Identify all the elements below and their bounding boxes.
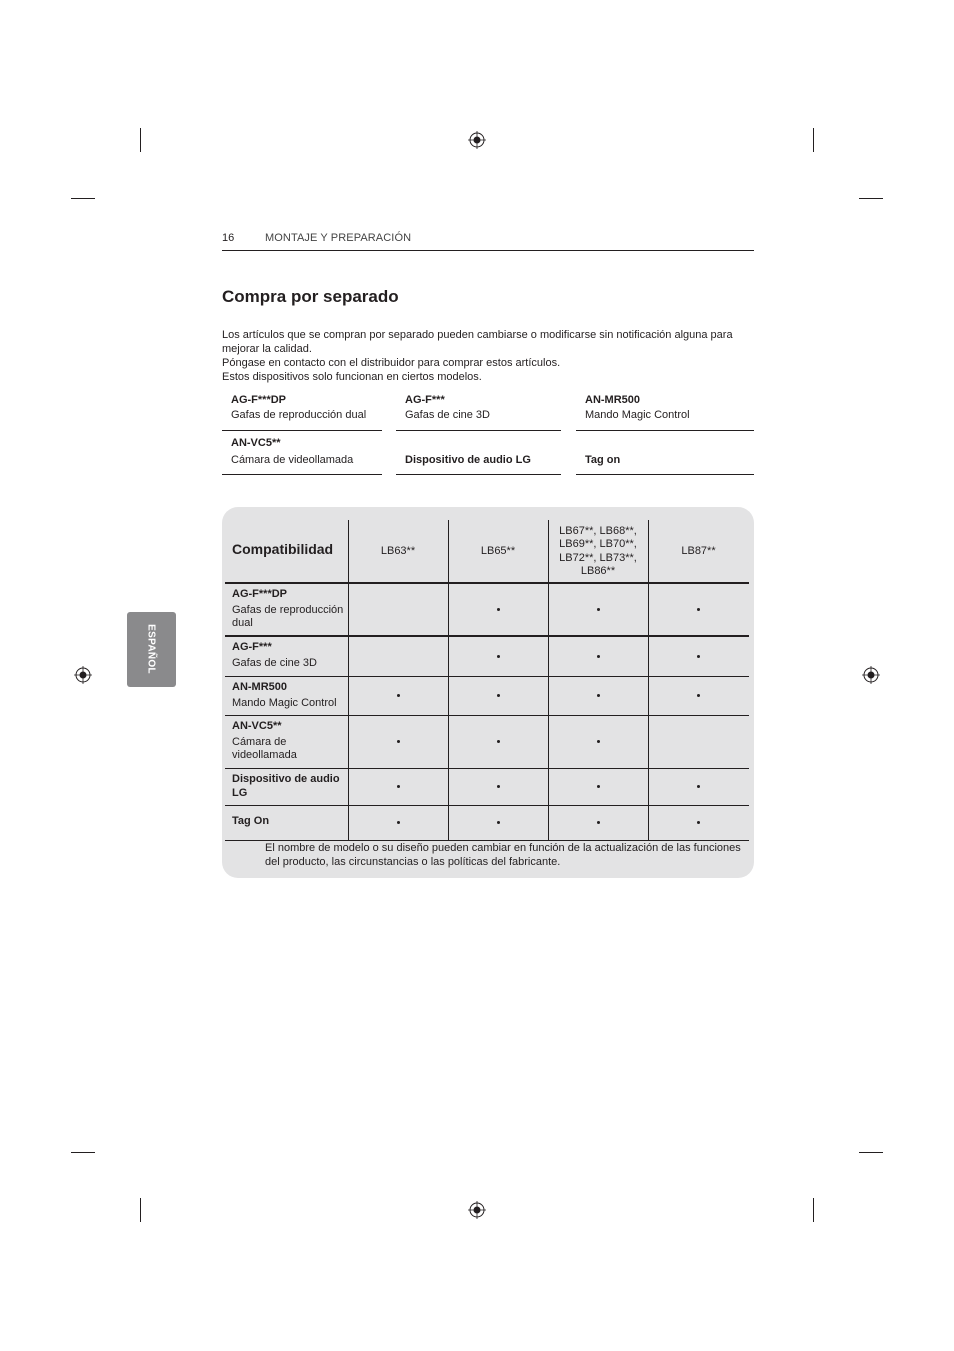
support-dot (697, 785, 700, 788)
row-label (232, 720, 344, 763)
accessory-desc: Gafas de cine 3D (405, 409, 490, 421)
accessory-code: AN-VC5** (231, 437, 281, 449)
language-tab-label: ESPAÑOL (145, 624, 157, 674)
support-dot (697, 694, 700, 697)
support-dot (597, 608, 600, 611)
crop-mark (859, 198, 883, 199)
support-dot (597, 785, 600, 788)
registration-mark-icon (468, 131, 486, 149)
crop-mark (813, 1198, 814, 1222)
registration-mark-icon (74, 666, 92, 684)
header-rule (222, 250, 754, 251)
row-desc: Gafas de cine 3D (232, 656, 317, 669)
column-header: LB65** (480, 544, 516, 557)
compatibility-panel (222, 507, 754, 878)
support-dot (597, 821, 600, 824)
row-code: Dispositivo de audio LG (232, 773, 340, 799)
compat-heading: Compatibilidad (232, 541, 334, 557)
row-code: Tag On (232, 815, 270, 827)
language-tab (127, 612, 176, 687)
crop-mark (140, 128, 141, 152)
support-dot (697, 655, 700, 658)
registration-mark-icon (468, 1201, 486, 1219)
support-dot (497, 821, 500, 824)
accessory-code: AN-MR500 (585, 394, 641, 406)
crop-mark (813, 128, 814, 152)
accessory-item (576, 437, 754, 475)
support-dot (397, 821, 400, 824)
accessory-code: Dispositivo de audio LG (405, 454, 531, 466)
row-code: AG-F*** (232, 641, 272, 653)
accessory-item (396, 437, 561, 475)
crop-mark (140, 1198, 141, 1222)
column-divider (448, 520, 449, 840)
support-dot (397, 740, 400, 743)
accessory-item (222, 437, 382, 475)
row-desc: Cámara de videollamada (232, 735, 297, 761)
row-code: AG-F***DP (232, 588, 288, 600)
column-divider (348, 520, 349, 840)
crop-mark (71, 1152, 95, 1153)
row-label (232, 815, 344, 829)
row-label (232, 681, 344, 710)
accessory-item (222, 394, 382, 431)
row-code: AN-MR500 (232, 681, 288, 693)
support-dot (597, 740, 600, 743)
accessory-code: Tag on (585, 454, 621, 466)
support-dot (497, 655, 500, 658)
support-dot (497, 608, 500, 611)
intro-paragraph: Estos dispositivos solo funcionan en ciertos modelos. (222, 371, 482, 383)
support-dot (697, 821, 700, 824)
intro-paragraph: Los artículos que se compran por separado pueden cambiarse o modificarse sin notificación alguna para mejorar la calidad. (222, 329, 733, 355)
column-divider (548, 520, 549, 840)
column-header: LB87** (681, 544, 716, 557)
support-dot (397, 694, 400, 697)
registration-mark-icon (862, 666, 880, 684)
row-desc: Gafas de reproducción dual (232, 603, 344, 629)
crop-mark (859, 1152, 883, 1153)
page-number: 16 (222, 232, 235, 244)
crop-mark (71, 198, 95, 199)
support-dot (497, 785, 500, 788)
row-label (232, 773, 344, 800)
accessory-desc: Gafas de reproducción dual (231, 409, 367, 421)
accessory-desc: Mando Magic Control (585, 409, 690, 421)
accessory-desc: Cámara de videollamada (231, 454, 354, 466)
row-divider (225, 676, 749, 677)
support-dot (397, 785, 400, 788)
page-title: Compra por separado (222, 287, 399, 306)
row-divider (225, 805, 749, 806)
support-dot (597, 694, 600, 697)
row-label (232, 641, 344, 670)
row-divider (225, 768, 749, 769)
intro-text (222, 328, 754, 384)
model-note: El nombre de modelo o su diseño pueden cambiar en función de la actualización de las funciones del producto, las circunstancias o las políticas del fabricante. (265, 842, 741, 868)
column-header: LB67**, LB68**, LB69**, LB70**, LB72**, LB73**, LB86** (559, 524, 637, 577)
row-code: AN-VC5** (232, 720, 282, 732)
accessory-code: AG-F*** (405, 394, 445, 406)
row-divider (225, 635, 749, 637)
column-header: LB63** (380, 544, 416, 557)
support-dot (497, 740, 500, 743)
row-desc: Mando Magic Control (232, 696, 337, 709)
row-label (232, 588, 344, 631)
accessory-code: AG-F***DP (231, 394, 287, 406)
support-dot (497, 694, 500, 697)
accessory-item (576, 394, 754, 431)
column-divider (648, 520, 649, 840)
support-dot (597, 655, 600, 658)
row-divider (225, 715, 749, 716)
support-dot (697, 608, 700, 611)
section-title: MONTAJE Y PREPARACIÓN (265, 232, 412, 244)
intro-paragraph: Póngase en contacto con el distribuidor para comprar estos artículos. (222, 357, 561, 369)
accessory-item (396, 394, 561, 431)
